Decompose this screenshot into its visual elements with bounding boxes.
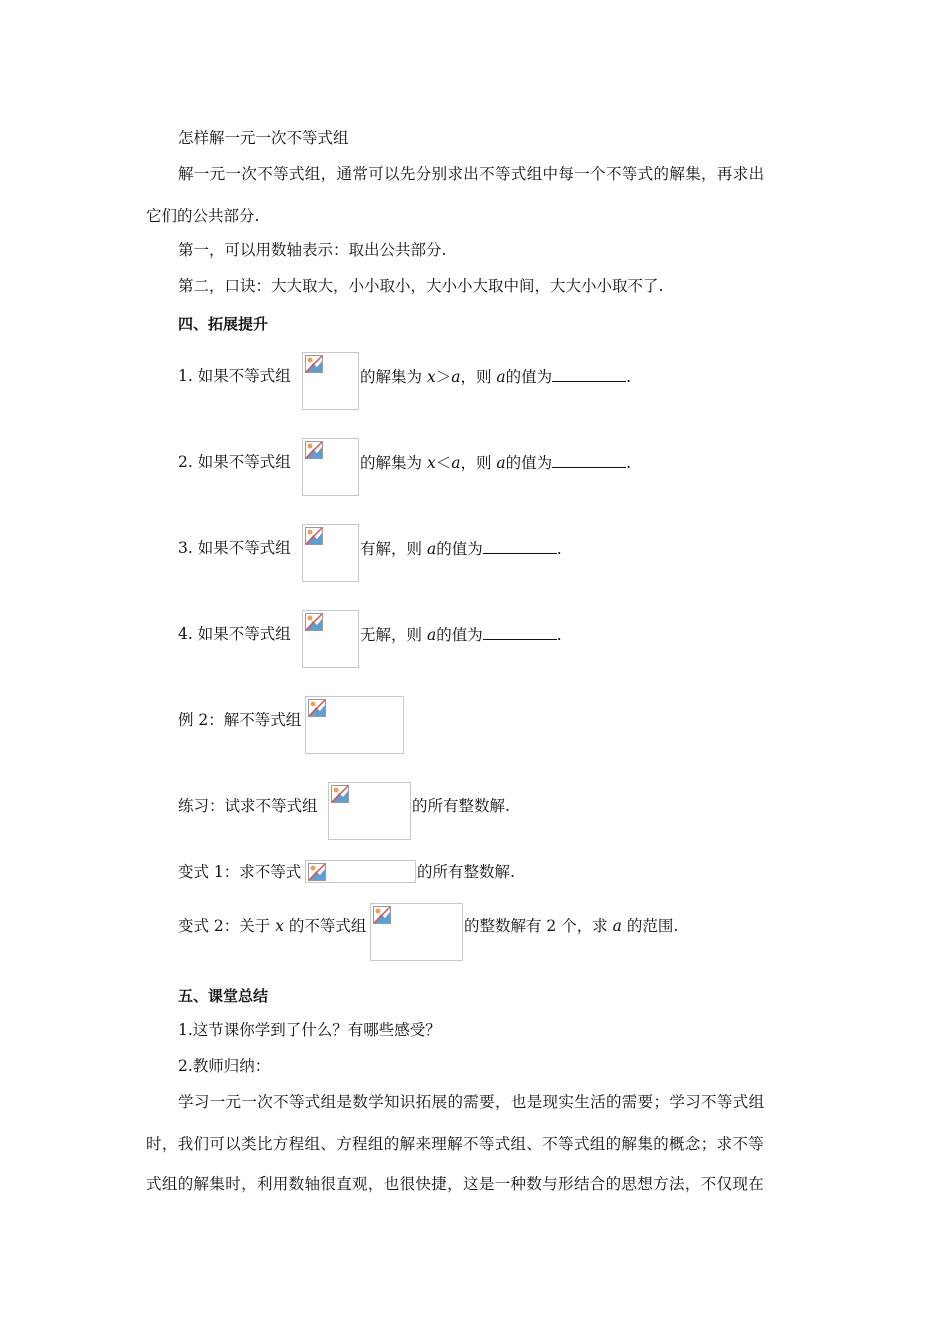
q4-prefix: 4. 如果不等式组 xyxy=(178,625,291,643)
q1-var-x: x xyxy=(426,368,436,386)
summary-paragraph-line3: 式组的解集时，利用数轴很直观，也很快捷，这是一种数与形结合的思想方法，不仅现在 xyxy=(146,1175,765,1193)
broken-image-icon xyxy=(308,863,326,881)
q2-var-x: x xyxy=(426,454,436,472)
q1-prefix: 1. 如果不等式组 xyxy=(178,367,291,385)
q1-then: ，则 xyxy=(460,368,497,386)
variant2-inequality-image xyxy=(370,903,463,961)
q1-answer-blank[interactable] xyxy=(552,366,626,382)
q3-end: . xyxy=(556,540,562,558)
q4-var-a: a xyxy=(426,626,437,644)
q2-answer-blank[interactable] xyxy=(552,452,626,468)
q4-tail: 的值为 xyxy=(436,626,483,644)
q4-inequality-image xyxy=(302,610,359,668)
q1-mid: 的解集为 xyxy=(360,368,427,386)
q3-inequality-image xyxy=(302,524,359,582)
practice-prefix: 练习：试求不等式组 xyxy=(178,797,318,815)
broken-image-icon xyxy=(305,355,323,373)
q1-text xyxy=(360,366,631,387)
summary-item2: 2.教师归纳： xyxy=(178,1057,271,1075)
intro-heading: 怎样解一元一次不等式组 xyxy=(178,129,349,147)
q3-answer-blank[interactable] xyxy=(483,538,557,554)
variant2-suffix2: 的范围. xyxy=(621,917,679,935)
q2-inequality-image xyxy=(302,438,359,496)
variant2-prefix: 变式 2：关于 xyxy=(178,917,276,935)
variant2-var-x: x xyxy=(275,917,284,935)
example2-inequality-image xyxy=(305,696,404,754)
practice-inequality-image xyxy=(328,782,411,840)
intro-paragraph-line2: 它们的公共部分. xyxy=(146,207,260,225)
q2-then: ，则 xyxy=(460,454,497,472)
q4-text xyxy=(360,624,562,645)
variant2-var-a: a xyxy=(612,917,622,935)
q1-var-a: a xyxy=(451,368,461,386)
variant1-inequality-image xyxy=(305,860,416,883)
q2-text xyxy=(360,452,631,473)
intro-first: 第一，可以用数轴表示：取出公共部分. xyxy=(178,241,447,259)
summary-paragraph-line2: 时，我们可以类比方程组、方程组的解来理解不等式组、不等式组的解集的概念；求不等 xyxy=(146,1135,765,1153)
q1-inequality-image xyxy=(302,352,359,410)
variant2-prefix-line xyxy=(178,916,366,936)
summary-paragraph-line1: 学习一元一次不等式组是数学知识拓展的需要，也是现实生活的需要；学习不等式组 xyxy=(178,1093,765,1111)
q3-text xyxy=(360,538,562,559)
q2-prefix: 2. 如果不等式组 xyxy=(178,453,291,471)
example2-label: 例 2：解不等式组 xyxy=(178,711,302,729)
broken-image-icon xyxy=(331,785,349,803)
practice-suffix: 的所有整数解. xyxy=(412,797,510,815)
q4-end: . xyxy=(556,626,562,644)
variant2-mid: 的不等式组 xyxy=(283,917,367,935)
q4-answer-blank[interactable] xyxy=(483,624,557,640)
variant1-prefix: 变式 1：求不等式 xyxy=(178,863,302,881)
q2-relation: ＜ xyxy=(435,454,452,472)
q2-var-a2: a xyxy=(496,454,506,472)
q2-mid: 的解集为 xyxy=(360,454,427,472)
broken-image-icon xyxy=(305,527,323,545)
broken-image-icon xyxy=(373,906,391,924)
section5-title: 五、课堂总结 xyxy=(178,987,269,1005)
variant2-suffix1: 的整数解有 2 个，求 xyxy=(464,917,613,935)
q1-tail: 的值为 xyxy=(505,368,553,386)
q1-var-a2: a xyxy=(496,368,506,386)
q2-end: . xyxy=(626,454,632,472)
broken-image-icon xyxy=(308,699,326,717)
q3-mid: 有解，则 xyxy=(360,540,427,558)
intro-paragraph-line1: 解一元一次不等式组，通常可以先分别求出不等式组中每一个不等式的解集，再求出 xyxy=(178,165,765,183)
variant1-suffix: 的所有整数解. xyxy=(417,863,515,881)
q3-var-a: a xyxy=(426,540,437,558)
summary-item1: 1.这节课你学到了什么？有哪些感受？ xyxy=(178,1021,441,1039)
q2-var-a: a xyxy=(451,454,461,472)
q4-mid: 无解，则 xyxy=(360,626,427,644)
q3-prefix: 3. 如果不等式组 xyxy=(178,539,291,557)
q2-tail: 的值为 xyxy=(505,454,553,472)
q1-end: . xyxy=(626,368,632,386)
broken-image-icon xyxy=(305,441,323,459)
q3-tail: 的值为 xyxy=(436,540,483,558)
broken-image-icon xyxy=(305,613,323,631)
section4-title: 四、拓展提升 xyxy=(178,315,269,333)
q1-relation: ＞ xyxy=(435,368,452,386)
intro-second: 第二，口诀：大大取大，小小取小，大小小大取中间，大大小小取不了. xyxy=(178,277,664,295)
variant2-suffix-line xyxy=(464,916,678,936)
